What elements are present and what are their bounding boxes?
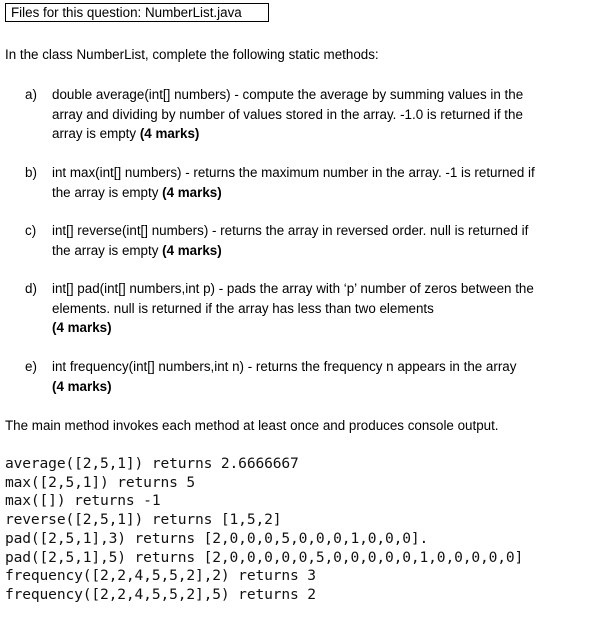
item-letter: c) xyxy=(25,223,37,238)
item-letter: a) xyxy=(25,87,37,102)
item-marks: (4 marks) xyxy=(139,126,200,141)
method-item-e xyxy=(25,357,603,396)
item-marks: (4 marks) xyxy=(162,184,222,200)
console-line: frequency([2,2,4,5,5,2],2) returns 3 xyxy=(5,567,316,585)
files-label: Files for this question: NumberList.java xyxy=(11,5,242,20)
main-method-text: The main method invokes each method at least once and produces console output. xyxy=(5,418,499,433)
files-header xyxy=(5,3,269,22)
item-letter: e) xyxy=(25,359,37,374)
console-line: max([]) returns -1 xyxy=(5,492,161,510)
item-description: int frequency(int[] numbers,int n) - returns the frequency n appears in the array xyxy=(52,359,517,374)
console-output xyxy=(5,455,523,605)
method-item-a xyxy=(25,85,603,144)
item-marks: (4 marks) xyxy=(52,320,112,335)
item-marks: (4 marks) xyxy=(52,378,112,394)
item-description: int[] reverse(int[] numbers) - returns the array in reversed order. null is returned if the array is empty xyxy=(52,223,529,258)
console-line: average([2,5,1]) returns 2.6666667 xyxy=(5,455,299,472)
item-letter: d) xyxy=(25,281,37,296)
method-item-b xyxy=(25,163,603,202)
item-description: int max(int[] numbers) - returns the maximum number in the array. -1 is returned if the array is empty xyxy=(52,165,535,200)
console-line: pad([2,5,1],5) returns [2,0,0,0,0,0,5,0,0,0,0,0,1,0,0,0,0,0] xyxy=(5,548,524,566)
method-item-c xyxy=(25,221,603,260)
item-marks: (4 marks) xyxy=(162,242,222,258)
console-line: frequency([2,2,4,5,5,2],5) returns 2 xyxy=(5,585,316,603)
intro-text: In the class NumberList, complete the following static methods: xyxy=(5,47,379,62)
item-letter: b) xyxy=(25,165,37,180)
item-description: int[] pad(int[] numbers,int p) - pads the array with ‘p’ number of zeros between the elements. null is returned if the array has less than two elements xyxy=(52,281,534,316)
console-line: pad([2,5,1],3) returns [2,0,0,0,5,0,0,0,1,0,0,0]. xyxy=(5,529,429,547)
console-line: reverse([2,5,1]) returns [1,5,2] xyxy=(5,511,282,529)
console-line: max([2,5,1]) returns 5 xyxy=(5,473,195,491)
method-item-d xyxy=(25,279,603,338)
item-description: double average(int[] numbers) - compute the average by summing values in the array and dividing by number of values stored in the array. -1.0 is returned if the array is empty xyxy=(52,87,524,141)
